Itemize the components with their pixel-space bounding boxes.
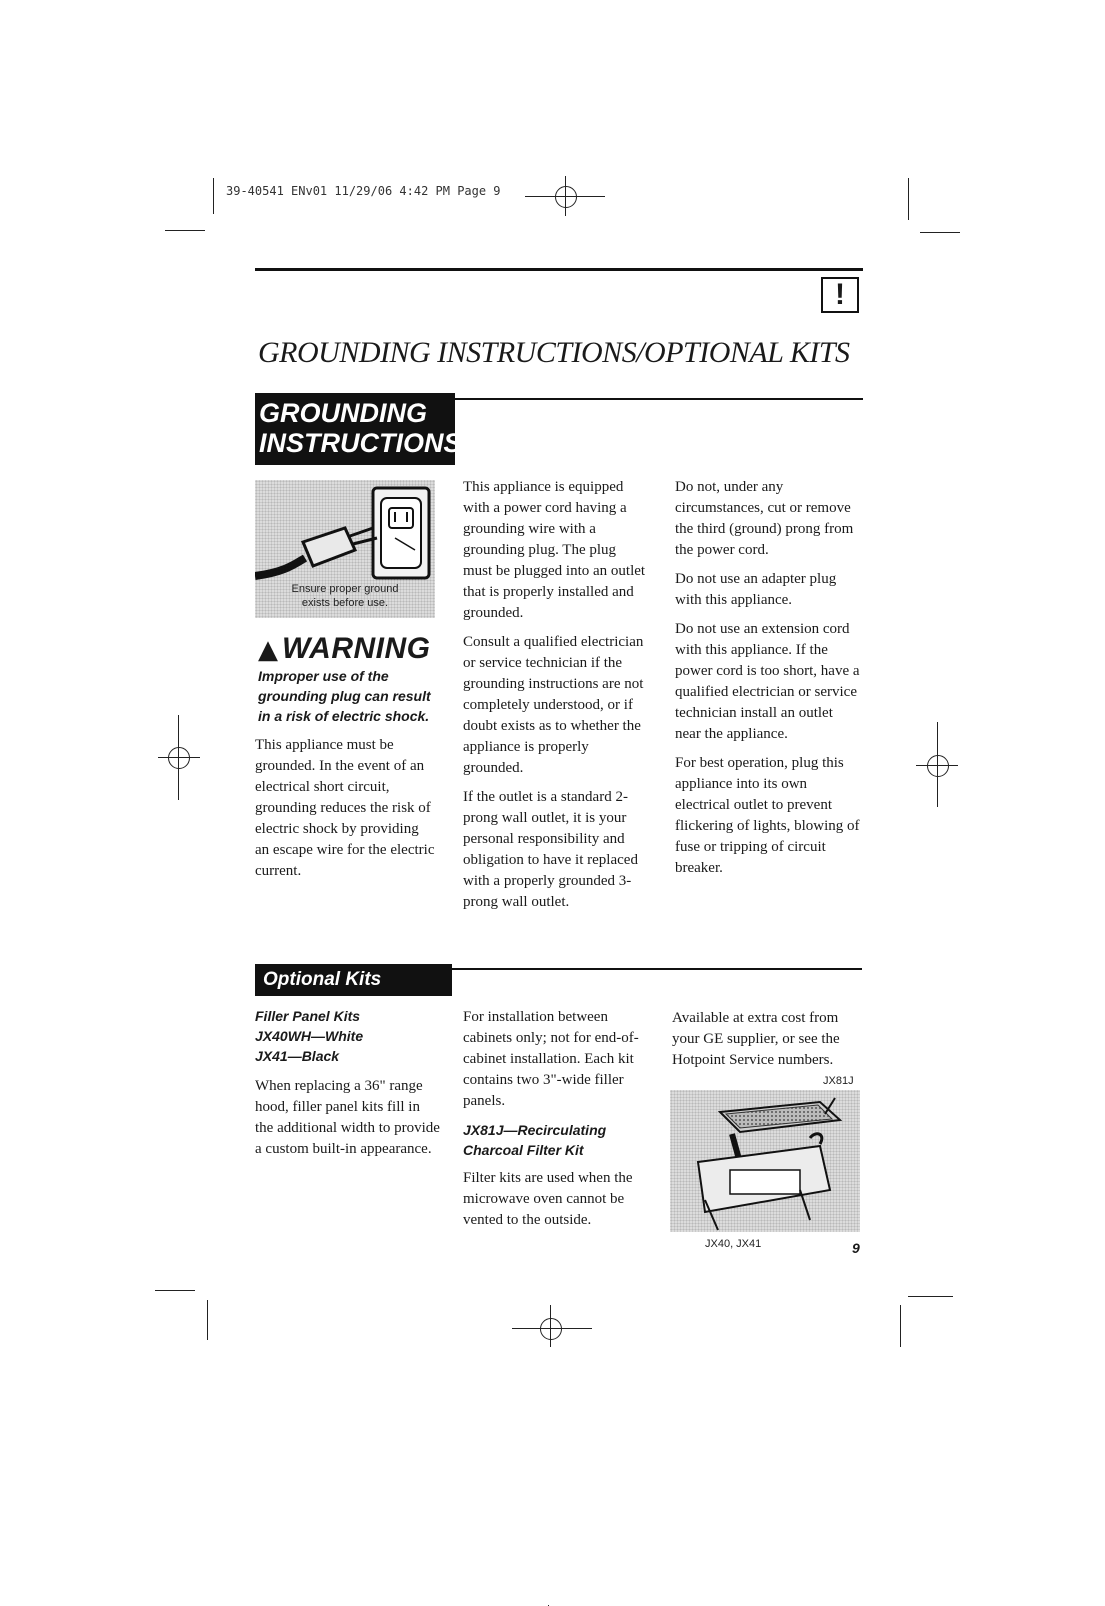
- paragraph: For best operation, plug this appliance into its own electrical outlet to prevent flickering of lights, blowing of fuse or tripping of circuit breaker.: [675, 755, 860, 876]
- registration-mark: [927, 755, 949, 777]
- optional-kits-col2: [463, 1007, 653, 1239]
- filler-kits-block: [255, 1006, 440, 1168]
- registration-mark: [168, 747, 190, 769]
- top-rule: [255, 268, 863, 271]
- exclamation-icon: !: [821, 277, 859, 313]
- page-number: 9: [852, 1240, 860, 1256]
- plug-illustration: [255, 480, 435, 618]
- paragraph: Do not, under any circumstances, cut or remove the third (ground) prong from the power cord.: [675, 479, 854, 558]
- crop-mark: [900, 1305, 901, 1347]
- paragraph: Available at extra cost from your GE supplier, or see the Hotpoint Service numbers.: [672, 1010, 840, 1068]
- page-title: GROUNDING INSTRUCTIONS/OPTIONAL KITS: [258, 336, 850, 369]
- paragraph: Filter kits are used when the microwave oven cannot be vented to the outside.: [463, 1170, 633, 1228]
- grounding-col1: [255, 735, 435, 890]
- crop-mark: [920, 232, 960, 233]
- optional-kits-col3: [672, 1008, 862, 1079]
- paragraph: For installation between cabinets only; not for end-of-cabinet installation. Each kit contains two 3"-wide filler panels.: [463, 1009, 639, 1109]
- caption-line: Ensure proper ground: [291, 583, 399, 595]
- crop-mark: [908, 1296, 953, 1297]
- grounding-col2: [463, 477, 648, 921]
- grounding-col3: [675, 477, 860, 887]
- grounding-heading-line2: INSTRUCTIONS: [259, 428, 462, 458]
- paragraph: Do not use an extension cord with this appliance. If the power cord is too short, have a qualified electrician or service technician install an outlet near the appliance.: [675, 621, 860, 742]
- registration-mark: [540, 1318, 562, 1340]
- grounding-heading: [255, 393, 462, 465]
- paragraph: If the outlet is a standard 2-prong wall outlet, it is your personal responsibility and obligation to have it replaced with a properly grounded 3-prong wall outlet.: [463, 789, 638, 910]
- charcoal-title-line2: Charcoal Filter Kit: [463, 1142, 584, 1158]
- optional-kits-heading: Optional Kits: [255, 964, 452, 996]
- crop-mark: [213, 178, 214, 214]
- print-header: 39-40541 ENv01 11/29/06 4:42 PM Page 9: [226, 184, 501, 198]
- crop-mark: [525, 196, 605, 197]
- filter-kit-image: [670, 1090, 860, 1232]
- filler-title: Filler Panel Kits: [255, 1008, 361, 1024]
- paragraph: Consult a qualified electrician or service technician if the grounding instructions are not completely understood, or if doubt exists as to whether the appliance is properly grounded.: [463, 634, 644, 776]
- plug-caption: [255, 582, 435, 610]
- paragraph: This appliance must be grounded. In the event of an electrical short circuit, grounding reduces the risk of electric shock by providing an escape wire for the electric current.: [255, 737, 435, 879]
- crop-mark: [207, 1300, 208, 1340]
- jx81j-label: JX81J: [823, 1075, 854, 1087]
- caption-line: exists before use.: [301, 597, 389, 609]
- crop-mark: [165, 230, 205, 231]
- section-rule: [455, 398, 863, 400]
- paragraph: This appliance is equipped with a power cord having a grounding wire with a grounding plug. The plug must be plugged into an outlet that is properly installed and grounded.: [463, 479, 646, 621]
- warning-triangle-icon: ▲: [258, 635, 278, 665]
- filler-black: JX41—Black: [255, 1048, 340, 1064]
- warning-label: [258, 632, 431, 666]
- crop-mark: [155, 1290, 195, 1291]
- crop-mark: [908, 178, 909, 220]
- warning-subtext: Improper use of the grounding plug can result in a risk of electric shock.: [258, 668, 431, 724]
- registration-mark: [555, 186, 577, 208]
- microwave-illustration: [670, 1090, 860, 1232]
- charcoal-title-line1: JX81J—Recirculating: [463, 1122, 607, 1138]
- filler-white: JX40WH—White: [255, 1028, 364, 1044]
- warning-text: WARNING: [282, 632, 431, 665]
- paragraph: When replacing a 36" range hood, filler panel kits fill in the additional width to provide a custom built-in appearance.: [255, 1078, 440, 1157]
- grounding-heading-line1: GROUNDING: [259, 398, 427, 428]
- jx40-jx41-label: JX40, JX41: [705, 1238, 762, 1250]
- section-rule: [452, 968, 862, 970]
- paragraph: Do not use an adapter plug with this appliance.: [675, 571, 837, 608]
